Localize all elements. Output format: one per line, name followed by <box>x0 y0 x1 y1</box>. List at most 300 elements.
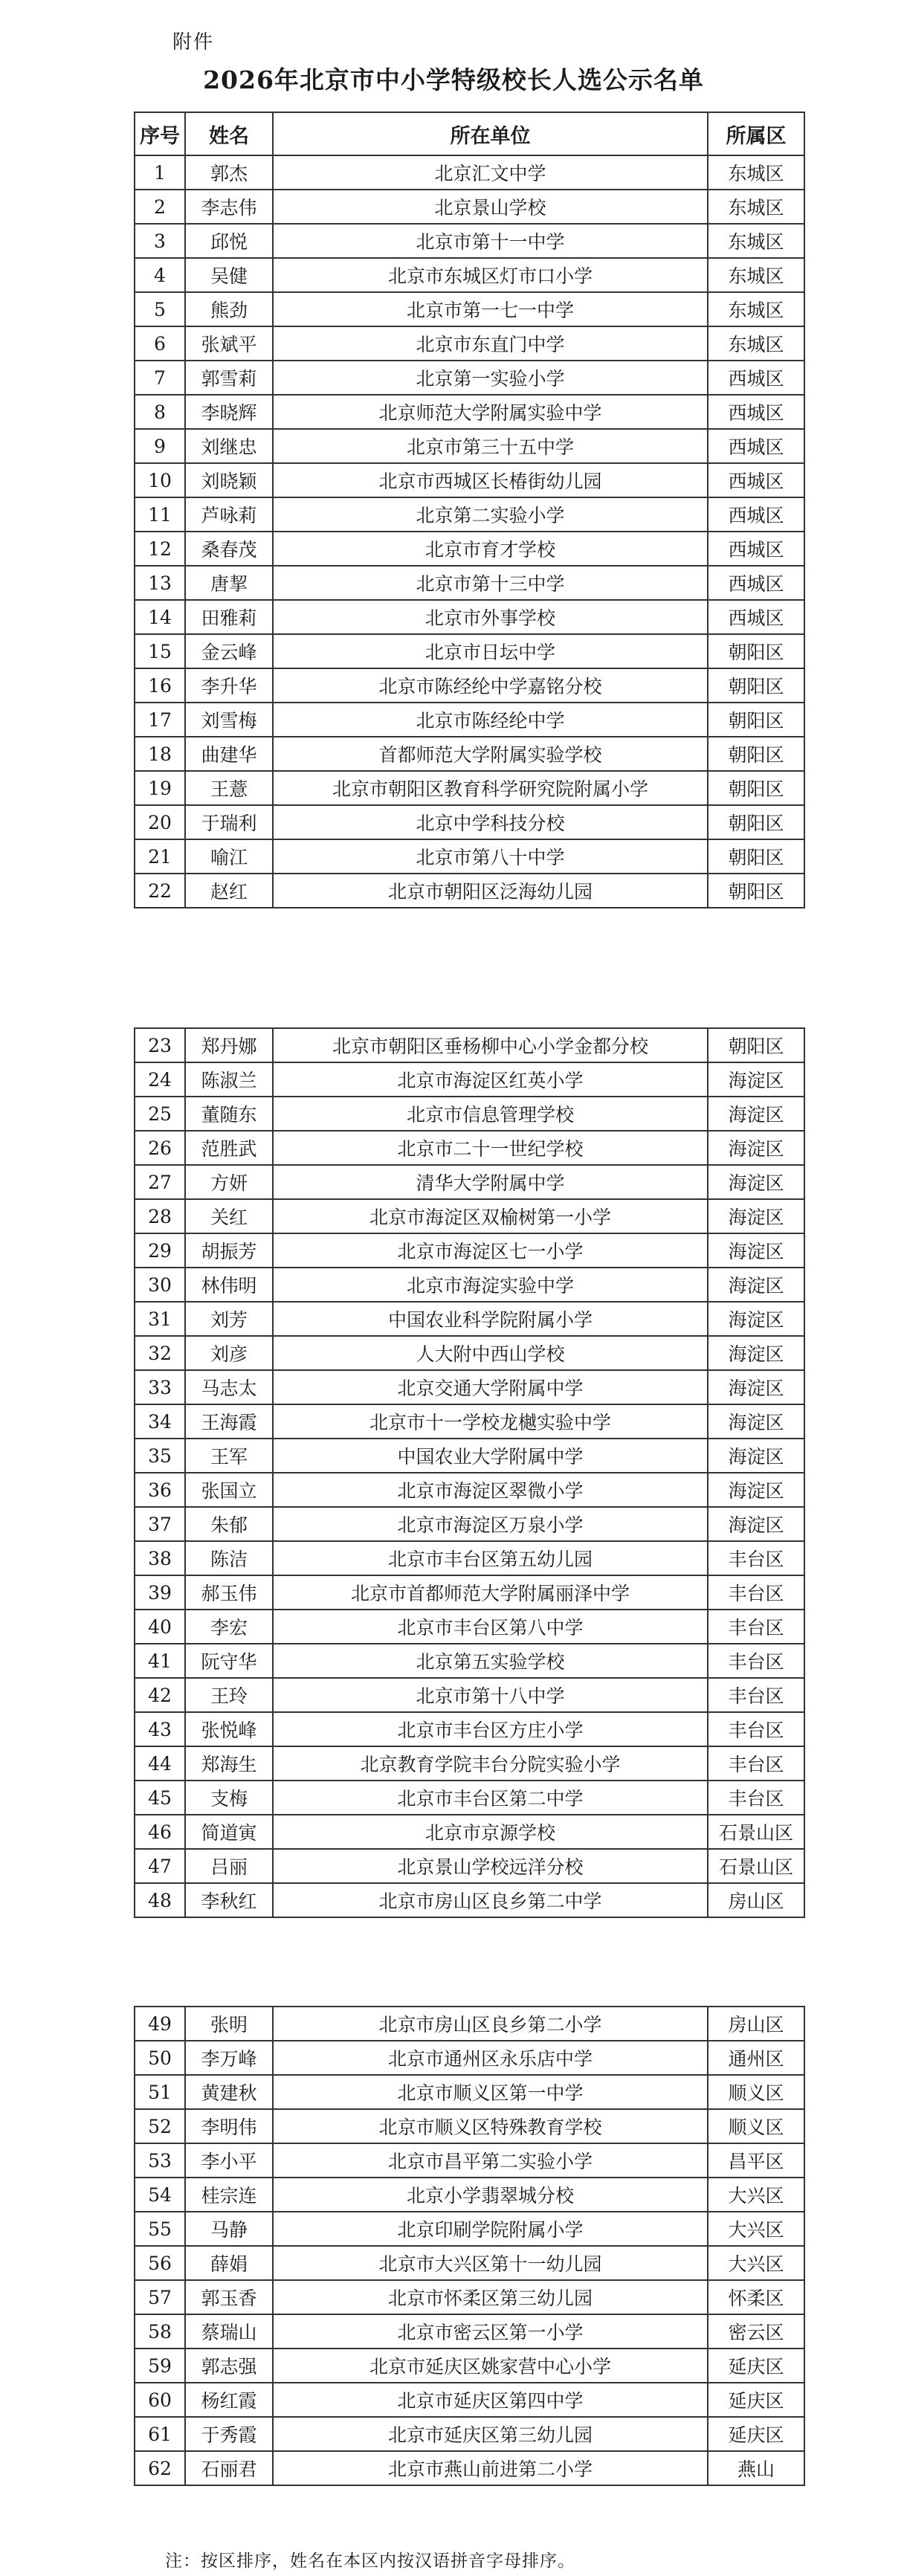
cell-number: 11 <box>135 497 185 532</box>
table-row <box>135 2349 804 2383</box>
table-row <box>135 2041 804 2075</box>
cell-district: 昌平区 <box>708 2143 804 2178</box>
cell-district: 朝阳区 <box>708 703 804 737</box>
cell-unit: 北京市密云区第一小学 <box>273 2314 708 2349</box>
cell-unit: 北京市燕山前进第二小学 <box>273 2451 708 2485</box>
cell-unit: 北京市首都师范大学附属丽泽中学 <box>273 1575 708 1610</box>
table-row <box>135 2178 804 2212</box>
cell-name: 吕丽 <box>185 1849 273 1883</box>
cell-number: 8 <box>135 395 185 429</box>
table-row <box>135 1781 804 1815</box>
cell-unit: 北京市朝阳区教育科学研究院附属小学 <box>273 771 708 805</box>
cell-name: 曲建华 <box>185 737 273 771</box>
cell-district: 朝阳区 <box>708 771 804 805</box>
cell-name: 林伟明 <box>185 1268 273 1302</box>
cell-district: 海淀区 <box>708 1062 804 1097</box>
cell-unit: 北京市房山区良乡第二小学 <box>273 2007 708 2041</box>
cell-number: 51 <box>135 2075 185 2109</box>
table-row <box>135 2383 804 2417</box>
cell-name: 王海霞 <box>185 1404 273 1439</box>
cell-unit: 北京市日坛中学 <box>273 634 708 668</box>
cell-unit: 北京市十一学校龙樾实验中学 <box>273 1404 708 1439</box>
cell-name: 刘彦 <box>185 1336 273 1370</box>
cell-district: 海淀区 <box>708 1199 804 1233</box>
cell-name: 马静 <box>185 2212 273 2246</box>
cell-unit: 北京第一实验小学 <box>273 361 708 395</box>
cell-unit: 北京市第十一中学 <box>273 224 708 258</box>
table-row <box>135 1336 804 1370</box>
cell-number: 21 <box>135 839 185 874</box>
cell-district: 石景山区 <box>708 1815 804 1849</box>
table-row <box>135 1199 804 1233</box>
cell-name: 郝玉伟 <box>185 1575 273 1610</box>
cell-unit: 北京市外事学校 <box>273 600 708 634</box>
cell-number: 22 <box>135 874 185 908</box>
cell-name: 杨红霞 <box>185 2383 273 2417</box>
cell-name: 阮守华 <box>185 1644 273 1678</box>
cell-name: 张悦峰 <box>185 1712 273 1746</box>
cell-number: 60 <box>135 2383 185 2417</box>
cell-name: 简道寅 <box>185 1815 273 1849</box>
table-row <box>135 1268 804 1302</box>
cell-number: 1 <box>135 155 185 190</box>
cell-number: 26 <box>135 1131 185 1165</box>
cell-name: 邱悦 <box>185 224 273 258</box>
cell-district: 延庆区 <box>708 2349 804 2383</box>
cell-unit: 北京市顺义区特殊教育学校 <box>273 2109 708 2143</box>
cell-unit: 北京市第一七一中学 <box>273 292 708 326</box>
cell-number: 12 <box>135 532 185 566</box>
cell-unit: 北京市第十三中学 <box>273 566 708 600</box>
header-district: 所属区 <box>708 112 804 155</box>
table-row <box>135 703 804 737</box>
cell-unit: 北京第五实验学校 <box>273 1644 708 1678</box>
cell-unit: 中国农业科学院附属小学 <box>273 1302 708 1336</box>
table-row <box>135 463 804 497</box>
cell-name: 郑丹娜 <box>185 1028 273 1062</box>
footnote: 注：按区排序，姓名在本区内按汉语拼音字母排序。 <box>165 2551 575 2571</box>
table-row <box>135 600 804 634</box>
cell-district: 丰台区 <box>708 1746 804 1781</box>
table-row <box>135 2246 804 2280</box>
cell-unit: 北京市育才学校 <box>273 532 708 566</box>
table-row <box>135 1883 804 1917</box>
cell-number: 13 <box>135 566 185 600</box>
cell-number: 29 <box>135 1233 185 1268</box>
cell-district: 东城区 <box>708 190 804 224</box>
cell-number: 58 <box>135 2314 185 2349</box>
table-row <box>135 1404 804 1439</box>
cell-number: 5 <box>135 292 185 326</box>
cell-district: 丰台区 <box>708 1781 804 1815</box>
cell-number: 36 <box>135 1473 185 1507</box>
cell-district: 丰台区 <box>708 1541 804 1575</box>
cell-number: 10 <box>135 463 185 497</box>
cell-unit: 中国农业大学附属中学 <box>273 1439 708 1473</box>
cell-district: 朝阳区 <box>708 805 804 839</box>
cell-number: 54 <box>135 2178 185 2212</box>
table-row <box>135 1131 804 1165</box>
cell-district: 西城区 <box>708 497 804 532</box>
cell-name: 黄建秋 <box>185 2075 273 2109</box>
cell-name: 刘晓颖 <box>185 463 273 497</box>
cell-unit: 北京市丰台区第八中学 <box>273 1610 708 1644</box>
cell-name: 王薏 <box>185 771 273 805</box>
cell-district: 海淀区 <box>708 1268 804 1302</box>
cell-district: 海淀区 <box>708 1097 804 1131</box>
cell-name: 桑春茂 <box>185 532 273 566</box>
cell-district: 西城区 <box>708 532 804 566</box>
cell-name: 刘芳 <box>185 1302 273 1336</box>
cell-unit: 清华大学附属中学 <box>273 1165 708 1199</box>
cell-unit: 北京交通大学附属中学 <box>273 1370 708 1404</box>
table-row <box>135 2212 804 2246</box>
table-row <box>135 2417 804 2451</box>
cell-number: 59 <box>135 2349 185 2383</box>
cell-name: 薛娟 <box>185 2246 273 2280</box>
cell-name: 芦咏莉 <box>185 497 273 532</box>
cell-unit: 首都师范大学附属实验学校 <box>273 737 708 771</box>
cell-number: 52 <box>135 2109 185 2143</box>
cell-name: 桂宗连 <box>185 2178 273 2212</box>
cell-unit: 北京景山学校 <box>273 190 708 224</box>
cell-name: 刘雪梅 <box>185 703 273 737</box>
annex-label: 附件 <box>172 31 215 54</box>
cell-unit: 北京汇文中学 <box>273 155 708 190</box>
cell-number: 23 <box>135 1028 185 1062</box>
cell-unit: 北京市丰台区第五幼儿园 <box>273 1541 708 1575</box>
cell-name: 郭志强 <box>185 2349 273 2383</box>
cell-number: 55 <box>135 2212 185 2246</box>
cell-number: 19 <box>135 771 185 805</box>
cell-name: 石丽君 <box>185 2451 273 2485</box>
table-row <box>135 805 804 839</box>
cell-name: 张国立 <box>185 1473 273 1507</box>
cell-name: 李明伟 <box>185 2109 273 2143</box>
cell-unit: 北京市东城区灯市口小学 <box>273 258 708 292</box>
cell-district: 通州区 <box>708 2041 804 2075</box>
cell-district: 海淀区 <box>708 1233 804 1268</box>
cell-unit: 北京市京源学校 <box>273 1815 708 1849</box>
cell-district: 西城区 <box>708 361 804 395</box>
table-row <box>135 566 804 600</box>
cell-name: 郭杰 <box>185 155 273 190</box>
roster-table-part-3 <box>134 2006 805 2486</box>
cell-unit: 北京市第十八中学 <box>273 1678 708 1712</box>
cell-district: 大兴区 <box>708 2246 804 2280</box>
cell-number: 41 <box>135 1644 185 1678</box>
table-row <box>135 1097 804 1131</box>
cell-unit: 北京中学科技分校 <box>273 805 708 839</box>
cell-unit: 北京市延庆区第四中学 <box>273 2383 708 2417</box>
table-row <box>135 1028 804 1062</box>
table-row <box>135 1575 804 1610</box>
cell-unit: 北京小学翡翠城分校 <box>273 2178 708 2212</box>
cell-district: 朝阳区 <box>708 737 804 771</box>
cell-name: 陈洁 <box>185 1541 273 1575</box>
cell-name: 唐挈 <box>185 566 273 600</box>
cell-district: 顺义区 <box>708 2075 804 2109</box>
cell-number: 2 <box>135 190 185 224</box>
cell-unit: 北京市陈经纶中学 <box>273 703 708 737</box>
cell-district: 朝阳区 <box>708 668 804 703</box>
table-row <box>135 1746 804 1781</box>
cell-unit: 北京市朝阳区垂杨柳中心小学金都分校 <box>273 1028 708 1062</box>
cell-district: 大兴区 <box>708 2212 804 2246</box>
cell-number: 9 <box>135 429 185 463</box>
table-row <box>135 292 804 326</box>
cell-unit: 北京市东直门中学 <box>273 326 708 361</box>
table-row <box>135 1610 804 1644</box>
cell-number: 50 <box>135 2041 185 2075</box>
table-row <box>135 737 804 771</box>
cell-number: 24 <box>135 1062 185 1097</box>
cell-unit: 北京第二实验小学 <box>273 497 708 532</box>
table-row <box>135 2451 804 2485</box>
table-row <box>135 634 804 668</box>
cell-district: 东城区 <box>708 258 804 292</box>
cell-district: 海淀区 <box>708 1131 804 1165</box>
table-row <box>135 224 804 258</box>
cell-name: 王军 <box>185 1439 273 1473</box>
cell-unit: 北京师范大学附属实验中学 <box>273 395 708 429</box>
table-row <box>135 2007 804 2041</box>
table-header-row <box>135 112 804 155</box>
cell-district: 海淀区 <box>708 1439 804 1473</box>
table-row <box>135 1165 804 1199</box>
cell-name: 于秀霞 <box>185 2417 273 2451</box>
cell-name: 李宏 <box>185 1610 273 1644</box>
cell-district: 西城区 <box>708 600 804 634</box>
cell-district: 大兴区 <box>708 2178 804 2212</box>
cell-number: 14 <box>135 600 185 634</box>
cell-unit: 北京市西城区长椿街幼儿园 <box>273 463 708 497</box>
cell-district: 海淀区 <box>708 1165 804 1199</box>
table-row <box>135 2143 804 2178</box>
header-no: 序号 <box>135 112 185 155</box>
cell-district: 海淀区 <box>708 1302 804 1336</box>
cell-number: 16 <box>135 668 185 703</box>
cell-district: 朝阳区 <box>708 634 804 668</box>
cell-unit: 北京市通州区永乐店中学 <box>273 2041 708 2075</box>
cell-unit: 北京市第三十五中学 <box>273 429 708 463</box>
cell-district: 海淀区 <box>708 1473 804 1507</box>
cell-district: 房山区 <box>708 1883 804 1917</box>
cell-unit: 北京市海淀实验中学 <box>273 1268 708 1302</box>
table-row <box>135 155 804 190</box>
table-row <box>135 839 804 874</box>
table-row <box>135 1062 804 1097</box>
cell-unit: 北京市昌平第二实验小学 <box>273 2143 708 2178</box>
cell-unit: 北京市海淀区七一小学 <box>273 1233 708 1268</box>
cell-unit: 北京市第八十中学 <box>273 839 708 874</box>
cell-name: 王玲 <box>185 1678 273 1712</box>
cell-district: 丰台区 <box>708 1644 804 1678</box>
cell-name: 熊劲 <box>185 292 273 326</box>
cell-unit: 北京景山学校远洋分校 <box>273 1849 708 1883</box>
cell-number: 43 <box>135 1712 185 1746</box>
cell-name: 李万峰 <box>185 2041 273 2075</box>
cell-name: 支梅 <box>185 1781 273 1815</box>
cell-unit: 北京市朝阳区泛海幼儿园 <box>273 874 708 908</box>
table-row <box>135 1849 804 1883</box>
table-row <box>135 668 804 703</box>
cell-district: 东城区 <box>708 155 804 190</box>
cell-district: 丰台区 <box>708 1610 804 1644</box>
cell-name: 李升华 <box>185 668 273 703</box>
table-row <box>135 1302 804 1336</box>
cell-number: 39 <box>135 1575 185 1610</box>
cell-number: 32 <box>135 1336 185 1370</box>
cell-number: 25 <box>135 1097 185 1131</box>
cell-number: 6 <box>135 326 185 361</box>
table-row <box>135 2075 804 2109</box>
cell-unit: 北京市大兴区第十一幼儿园 <box>273 2246 708 2280</box>
cell-number: 18 <box>135 737 185 771</box>
cell-number: 3 <box>135 224 185 258</box>
cell-unit: 北京印刷学院附属小学 <box>273 2212 708 2246</box>
cell-district: 顺义区 <box>708 2109 804 2143</box>
cell-name: 李志伟 <box>185 190 273 224</box>
cell-district: 丰台区 <box>708 1678 804 1712</box>
cell-number: 17 <box>135 703 185 737</box>
cell-number: 56 <box>135 2246 185 2280</box>
cell-name: 范胜武 <box>185 1131 273 1165</box>
table-row <box>135 1233 804 1268</box>
cell-number: 28 <box>135 1199 185 1233</box>
cell-name: 董随东 <box>185 1097 273 1131</box>
cell-district: 海淀区 <box>708 1404 804 1439</box>
cell-unit: 北京市丰台区第二中学 <box>273 1781 708 1815</box>
cell-name: 金云峰 <box>185 634 273 668</box>
cell-number: 7 <box>135 361 185 395</box>
table-row <box>135 497 804 532</box>
cell-district: 丰台区 <box>708 1712 804 1746</box>
cell-unit: 北京市海淀区双榆树第一小学 <box>273 1199 708 1233</box>
cell-name: 胡振芳 <box>185 1233 273 1268</box>
cell-unit: 北京市海淀区红英小学 <box>273 1062 708 1097</box>
cell-name: 郭玉香 <box>185 2280 273 2314</box>
cell-number: 57 <box>135 2280 185 2314</box>
cell-district: 东城区 <box>708 224 804 258</box>
cell-district: 延庆区 <box>708 2383 804 2417</box>
cell-district: 石景山区 <box>708 1849 804 1883</box>
cell-name: 吴健 <box>185 258 273 292</box>
cell-number: 53 <box>135 2143 185 2178</box>
cell-number: 34 <box>135 1404 185 1439</box>
header-name: 姓名 <box>185 112 273 155</box>
cell-number: 40 <box>135 1610 185 1644</box>
cell-name: 关红 <box>185 1199 273 1233</box>
cell-name: 张明 <box>185 2007 273 2041</box>
cell-district: 海淀区 <box>708 1336 804 1370</box>
table-row <box>135 2109 804 2143</box>
table-row <box>135 361 804 395</box>
table-row <box>135 1678 804 1712</box>
table-row <box>135 1712 804 1746</box>
cell-district: 西城区 <box>708 566 804 600</box>
table-row <box>135 771 804 805</box>
cell-number: 4 <box>135 258 185 292</box>
roster-table-part-1 <box>134 112 805 908</box>
cell-number: 30 <box>135 1268 185 1302</box>
cell-district: 丰台区 <box>708 1575 804 1610</box>
table-row <box>135 2314 804 2349</box>
cell-unit: 北京市延庆区姚家营中心小学 <box>273 2349 708 2383</box>
table-row <box>135 532 804 566</box>
cell-district: 燕山 <box>708 2451 804 2485</box>
cell-district: 房山区 <box>708 2007 804 2041</box>
cell-district: 朝阳区 <box>708 1028 804 1062</box>
cell-name: 李晓辉 <box>185 395 273 429</box>
cell-unit: 北京市信息管理学校 <box>273 1097 708 1131</box>
cell-unit: 北京市房山区良乡第二中学 <box>273 1883 708 1917</box>
header-unit: 所在单位 <box>273 112 708 155</box>
cell-district: 密云区 <box>708 2314 804 2349</box>
cell-district: 海淀区 <box>708 1370 804 1404</box>
cell-number: 15 <box>135 634 185 668</box>
cell-name: 郭雪莉 <box>185 361 273 395</box>
cell-name: 方妍 <box>185 1165 273 1199</box>
cell-number: 46 <box>135 1815 185 1849</box>
table-row <box>135 1644 804 1678</box>
cell-number: 35 <box>135 1439 185 1473</box>
cell-district: 西城区 <box>708 463 804 497</box>
table-row <box>135 1541 804 1575</box>
cell-number: 49 <box>135 2007 185 2041</box>
cell-name: 赵红 <box>185 874 273 908</box>
cell-unit: 北京市陈经纶中学嘉铭分校 <box>273 668 708 703</box>
cell-name: 张斌平 <box>185 326 273 361</box>
cell-name: 田雅莉 <box>185 600 273 634</box>
cell-district: 怀柔区 <box>708 2280 804 2314</box>
cell-unit: 北京市丰台区方庄小学 <box>273 1712 708 1746</box>
cell-number: 38 <box>135 1541 185 1575</box>
cell-unit: 北京市海淀区翠微小学 <box>273 1473 708 1507</box>
cell-district: 延庆区 <box>708 2417 804 2451</box>
cell-number: 42 <box>135 1678 185 1712</box>
cell-unit: 北京市顺义区第一中学 <box>273 2075 708 2109</box>
cell-name: 蔡瑞山 <box>185 2314 273 2349</box>
cell-unit: 北京市二十一世纪学校 <box>273 1131 708 1165</box>
cell-number: 37 <box>135 1507 185 1541</box>
table-row <box>135 2280 804 2314</box>
cell-district: 东城区 <box>708 326 804 361</box>
cell-number: 20 <box>135 805 185 839</box>
table-row <box>135 395 804 429</box>
roster-table-part-2 <box>134 1027 805 1918</box>
cell-number: 31 <box>135 1302 185 1336</box>
cell-unit: 北京教育学院丰台分院实验小学 <box>273 1746 708 1781</box>
cell-number: 62 <box>135 2451 185 2485</box>
cell-name: 李小平 <box>185 2143 273 2178</box>
cell-unit: 人大附中西山学校 <box>273 1336 708 1370</box>
cell-name: 郑海生 <box>185 1746 273 1781</box>
cell-name: 马志太 <box>185 1370 273 1404</box>
table-row <box>135 258 804 292</box>
table-row <box>135 1370 804 1404</box>
cell-number: 44 <box>135 1746 185 1781</box>
table-row <box>135 190 804 224</box>
page-title: 2026年北京市中小学特级校长人选公示名单 <box>203 65 704 94</box>
cell-name: 陈淑兰 <box>185 1062 273 1097</box>
cell-unit: 北京市延庆区第三幼儿园 <box>273 2417 708 2451</box>
table-row <box>135 1473 804 1507</box>
cell-number: 47 <box>135 1849 185 1883</box>
cell-unit: 北京市怀柔区第三幼儿园 <box>273 2280 708 2314</box>
cell-name: 刘继忠 <box>185 429 273 463</box>
cell-number: 48 <box>135 1883 185 1917</box>
